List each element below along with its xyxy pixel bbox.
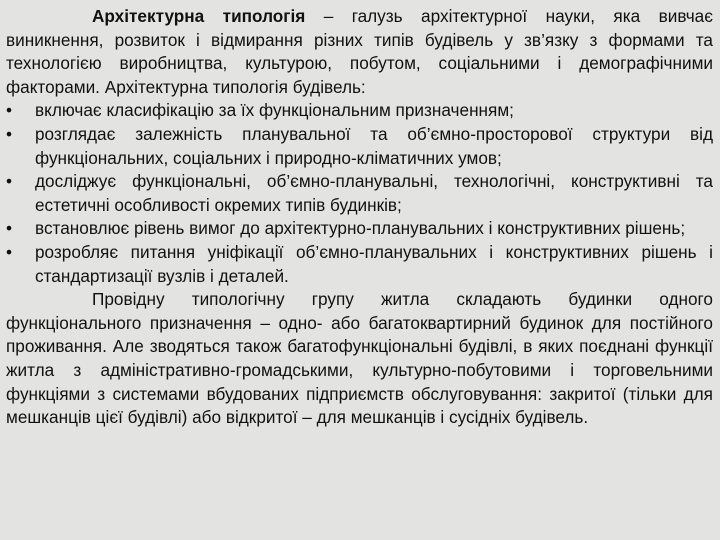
bullet-marker: • <box>6 123 13 144</box>
list-item <box>6 217 713 241</box>
intro-text: – галузь архітектурної науки, яка вивчає виникнення, розвиток і відмирання різних типів будівель у зв’язку з формами та технологією виробництва, культурою, побутом, соціальними і демографічними факторами. Архітектурна типологія будівель: <box>6 6 713 97</box>
list-item-text: розробляє питання уніфікації об’ємно-планувальних і конструктивних рішень і стандартизації вузлів і деталей. <box>35 241 713 286</box>
list-item-text: досліджує функціональні, об’ємно-планувальні, технологічні, конструктивні та естетичні особливості окремих типів будинків; <box>35 171 713 215</box>
bullet-marker: • <box>6 241 13 262</box>
bullet-marker: • <box>6 171 13 192</box>
housing-paragraph: Провідну типологічну групу житла складають будинки одного функціонального призначення – одно- або багатоквартирний будинок для постійного проживання. Але зводяться також багатофункціональні будівлі, в яких поєднані функції житла з адміністративно-громадськими, культурно-побутовими і торговельними функціями з системами вбудованих підприємств обслуговування: закритої (тільки для мешканців цієї будівлі) або відкритої – для мешканців і сусідніх будівель. <box>6 289 713 428</box>
list-item <box>6 241 713 288</box>
typology-tasks-list <box>6 99 713 288</box>
list-item-text: встановлює рівень вимог до архітектурно-планувальних і конструктивних рішень; <box>35 218 686 239</box>
defined-term: Архітектурна типологія <box>92 6 306 26</box>
bullet-marker: • <box>6 218 13 239</box>
intro-paragraph <box>6 5 713 99</box>
list-item-text: включає класифікацію за їх функціональним призначенням; <box>35 100 514 121</box>
list-item <box>6 170 713 217</box>
list-item <box>6 99 713 123</box>
list-item-text: розглядає залежність планувальної та об’ємно-просторової структури від функціональних, соціальних і природно-кліматичних умов; <box>35 123 713 168</box>
list-item <box>6 123 713 170</box>
bullet-marker: • <box>6 100 13 121</box>
